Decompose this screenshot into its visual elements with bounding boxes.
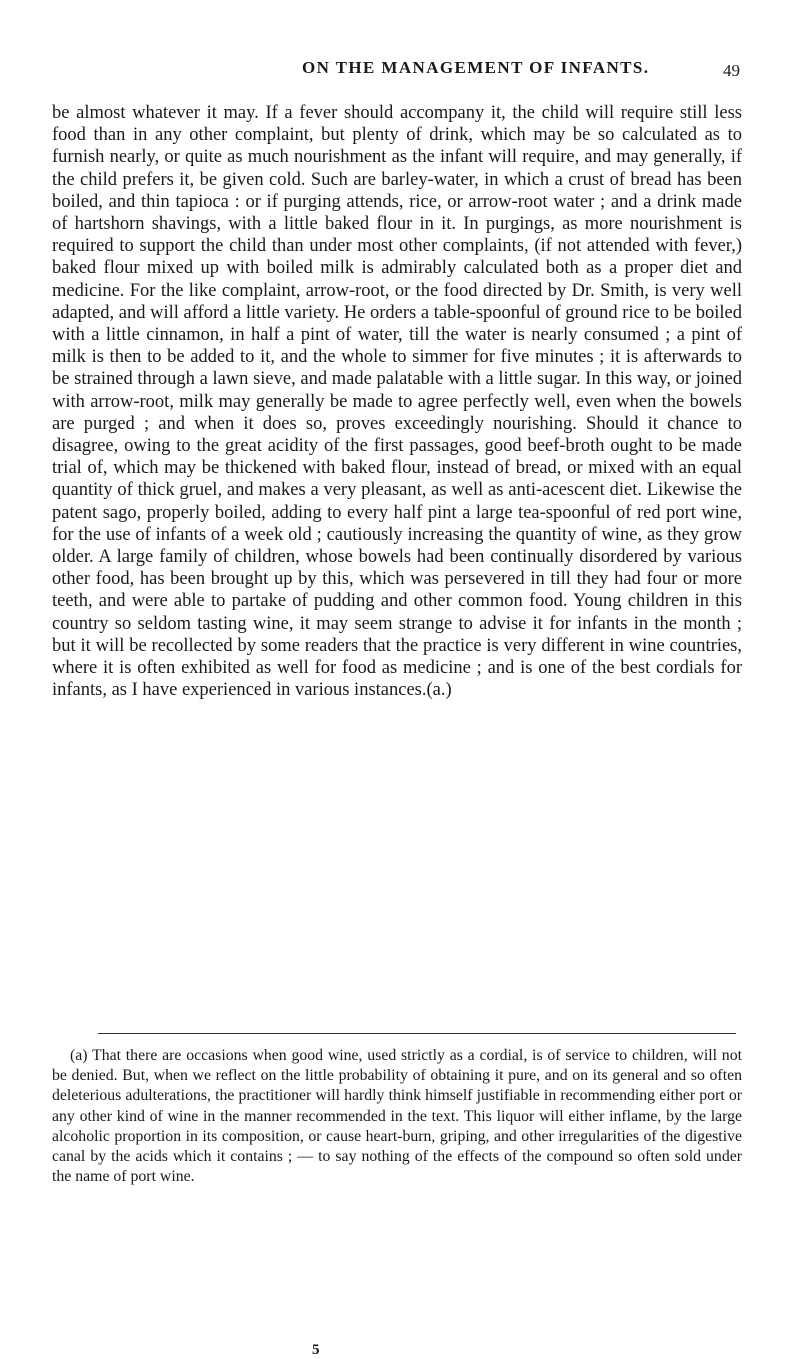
footnote-text: That there are occasions when good wine, used strictly as a cordial, is of service to children, will not be denied. But, when we reflect on the little probability of obtaining it pure, and on its general and so often deleterious adulterations, the practitioner will hardly think himself justifiable in recommending either port or any other kind of wine in the manner recommended in the text. This liquor will either inflame, by the large alcoholic proportion in its composition, or cause heart-burn, griping, and other irregularities of the digestive canal by the acids which it contains ; — to say nothing of the effects of the compound so often sold under the name of port wine. [52, 1047, 742, 1186]
body-paragraph [52, 102, 742, 701]
running-head [52, 58, 742, 88]
footnote-marker: (a) [70, 1047, 88, 1064]
page-number: 49 [723, 61, 740, 80]
signature-mark: 5 [312, 1342, 320, 1358]
body-text: be almost whatever it may. If a fever should accompany it, the child will require still less food than in any other complaint, but plenty of drink, which may be so calculated as to furnish nearly, or quite as much nourishment as the infant will require, and may generally, if the child prefers it, be given cold. Such are barley-water, in which a crust of bread has been boiled, and thin tapioca : or if purging attends, rice, or arrow-root water ; and a drink made of hartshorn shavings, with a little baked flour in it. In purgings, as more nourishment is required to support the child than under most other complaints, (if not attended with fever,) baked flour mixed up with boiled milk is admirably calculated both as a proper diet and medicine. For the like complaint, arrow-root, or the food directed by Dr. Smith, is very well adapted, and will afford a little variety. He orders a table-spoonful of ground rice to be boiled with a little cinnamon, in half a pint of water, till the water is nearly consumed ; a pint of milk is then to be added to it, and the whole to simmer for five minutes ; it is afterwards to be strained through a lawn sieve, and made palatable with a little sugar. In this way, or joined with arrow-root, milk may generally be made to agree perfectly well, even when the bowels are purged ; and when it does so, proves exceedingly nourishing. Should it chance to disagree, owing to the great acidity of the first passages, good beef-broth ought to be made trial of, which may be thickened with baked flour, instead of bread, or mixed with an equal quantity of thick gruel, and makes a very pleasant, as well as anti-acescent diet. Likewise the patent sago, properly boiled, adding to every half pint a large tea-spoonful of red port wine, for the use of infants of a week old ; cautiously increasing the quantity of wine, as they grow older. A large family of children, whose bowels had been continually disordered by various other food, has been brought up by this, which was persevered in till they had four or more teeth, and were able to partake of pudding and other common food. Young children in this country so seldom tasting wine, it may seem strange to advise it for infants in the month ; but it will be recollected by some readers that the practice is very different in wine countries, where it is often exhibited as well for food as medicine ; and is one of the best cordials for infants, as I have experienced in various instances. [52, 103, 742, 701]
footnote-reference: (a.) [426, 680, 452, 701]
footnote-divider [98, 1033, 736, 1034]
running-title: ON THE MANAGEMENT OF INFANTS. [302, 58, 650, 77]
footnote [52, 1046, 742, 1187]
